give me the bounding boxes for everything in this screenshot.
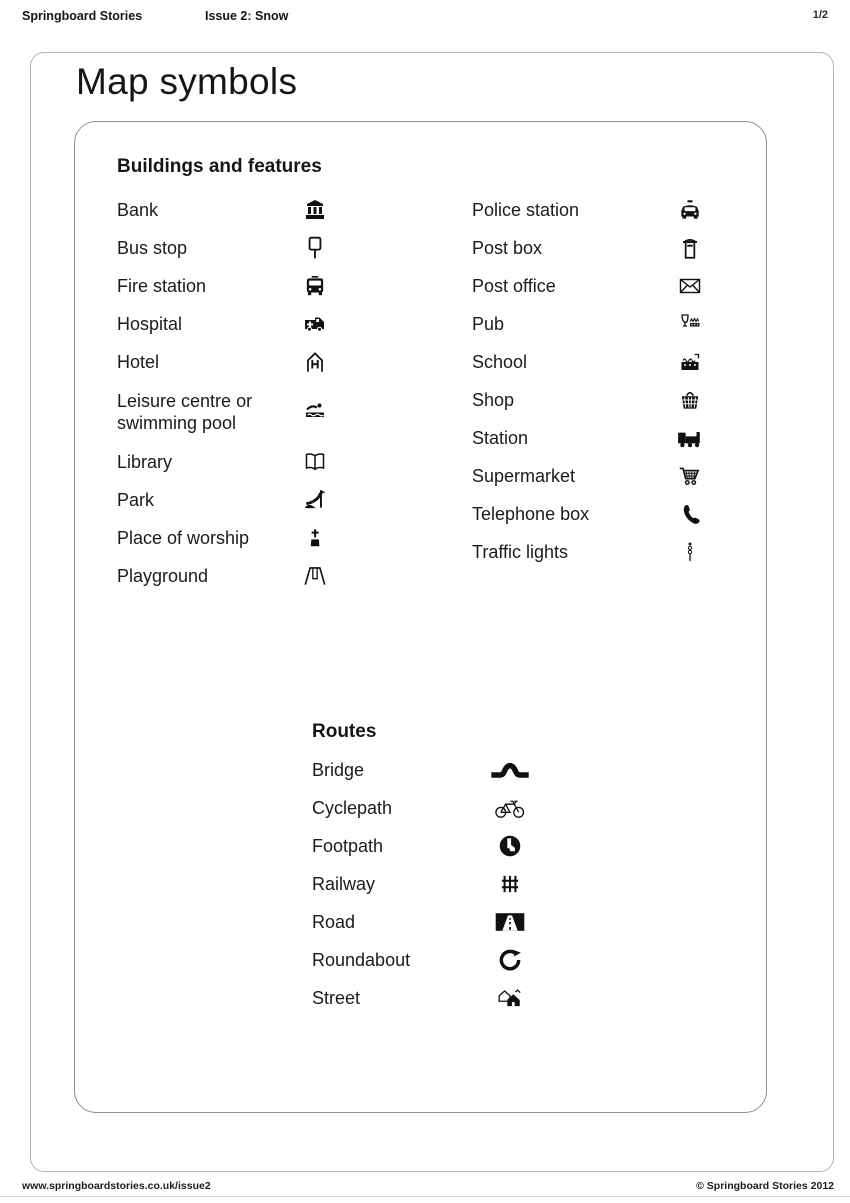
legend-row <box>312 941 532 979</box>
legend-row <box>117 557 337 595</box>
legend-label: Post box <box>472 238 543 258</box>
school-icon <box>668 350 712 374</box>
fire-station-icon <box>293 273 337 299</box>
legend-label: Shop <box>472 390 515 410</box>
legend-row <box>117 519 337 557</box>
legend-label: Hospital <box>117 314 183 334</box>
legend-label: Station <box>472 428 529 448</box>
bank-icon <box>293 198 337 222</box>
legend-row <box>472 343 712 381</box>
legend-label: Bridge <box>312 760 365 780</box>
legend-label: Library <box>117 452 173 472</box>
leisure-centre-icon <box>293 400 337 424</box>
legend-row <box>117 191 337 229</box>
supermarket-icon <box>668 463 712 489</box>
legend-row <box>117 343 337 381</box>
pub-icon <box>668 312 712 336</box>
road-icon <box>488 911 532 933</box>
buildings-heading: Buildings and features <box>117 156 322 177</box>
legend-row <box>117 481 337 519</box>
legend-row <box>117 443 337 481</box>
legend-row <box>117 229 337 267</box>
legend-row <box>472 419 712 457</box>
legend-label: Railway <box>312 874 376 894</box>
legend-row <box>312 865 532 903</box>
legend-row <box>312 751 532 789</box>
roundabout-icon <box>488 947 532 973</box>
playground-icon <box>293 563 337 589</box>
legend-row <box>312 827 532 865</box>
legend-row <box>472 495 712 533</box>
legend-row <box>472 381 712 419</box>
shop-icon <box>668 387 712 413</box>
legend-label: School <box>472 352 528 372</box>
traffic-lights-icon <box>668 538 712 566</box>
legend-card <box>30 52 834 1172</box>
legend-row <box>312 789 532 827</box>
footer-copyright: © Springboard Stories 2012 <box>696 1180 834 1192</box>
legend-label: Leisure centre or swimming pool <box>117 391 253 433</box>
buildings-left-column <box>117 191 337 595</box>
police-station-icon <box>668 197 712 223</box>
footpath-icon <box>488 833 532 859</box>
legend-label: Roundabout <box>312 950 411 970</box>
legend-label: Park <box>117 490 155 510</box>
legend-row <box>472 191 712 229</box>
post-box-icon <box>668 235 712 261</box>
legend-label: Bank <box>117 200 159 220</box>
legend-row <box>472 305 712 343</box>
legend-label: Supermarket <box>472 466 576 486</box>
buildings-right-column <box>472 191 712 571</box>
page-bottom-edge <box>0 1196 850 1197</box>
legend-label: Street <box>312 988 361 1008</box>
routes-heading: Routes <box>312 721 377 742</box>
legend-label: Hotel <box>117 352 160 372</box>
street-icon <box>488 985 532 1011</box>
legend-row <box>312 903 532 941</box>
legend-label: Cyclepath <box>312 798 393 818</box>
hospital-icon <box>293 312 337 336</box>
legend-row <box>117 381 337 443</box>
legend-row <box>117 305 337 343</box>
place-of-worship-icon <box>293 525 337 551</box>
telephone-box-icon <box>668 501 712 527</box>
legend-label: Police station <box>472 200 580 220</box>
symbols-panel <box>74 121 767 1113</box>
station-icon <box>668 425 712 451</box>
legend-label: Road <box>312 912 356 932</box>
legend-label: Pub <box>472 314 505 334</box>
page-title: Map symbols <box>76 61 298 102</box>
hotel-icon <box>293 349 337 375</box>
legend-label: Playground <box>117 566 209 586</box>
legend-row <box>472 267 712 305</box>
legend-label: Post office <box>472 276 556 296</box>
railway-icon <box>488 871 532 897</box>
header-page-number: 1/2 <box>812 9 828 21</box>
legend-row <box>117 267 337 305</box>
legend-row <box>472 457 712 495</box>
bus-stop-icon <box>293 235 337 261</box>
header-issue: Issue 2: Snow <box>205 9 289 23</box>
legend-label: Place of worship <box>117 528 250 548</box>
legend-row <box>472 229 712 267</box>
legend-row <box>312 979 532 1017</box>
legend-label: Traffic lights <box>472 542 569 562</box>
bridge-icon <box>488 758 532 782</box>
park-icon <box>293 487 337 513</box>
legend-label: Telephone box <box>472 504 590 524</box>
legend-label: Fire station <box>117 276 207 296</box>
legend-label: Bus stop <box>117 238 188 258</box>
post-office-icon <box>668 274 712 298</box>
footer-url: www.springboardstories.co.uk/issue2 <box>22 1180 211 1192</box>
cyclepath-icon <box>488 795 532 821</box>
legend-label: Footpath <box>312 836 384 856</box>
legend-row <box>472 533 712 571</box>
library-icon <box>293 450 337 474</box>
routes-section <box>312 713 532 1017</box>
header-brand: Springboard Stories <box>22 9 143 23</box>
